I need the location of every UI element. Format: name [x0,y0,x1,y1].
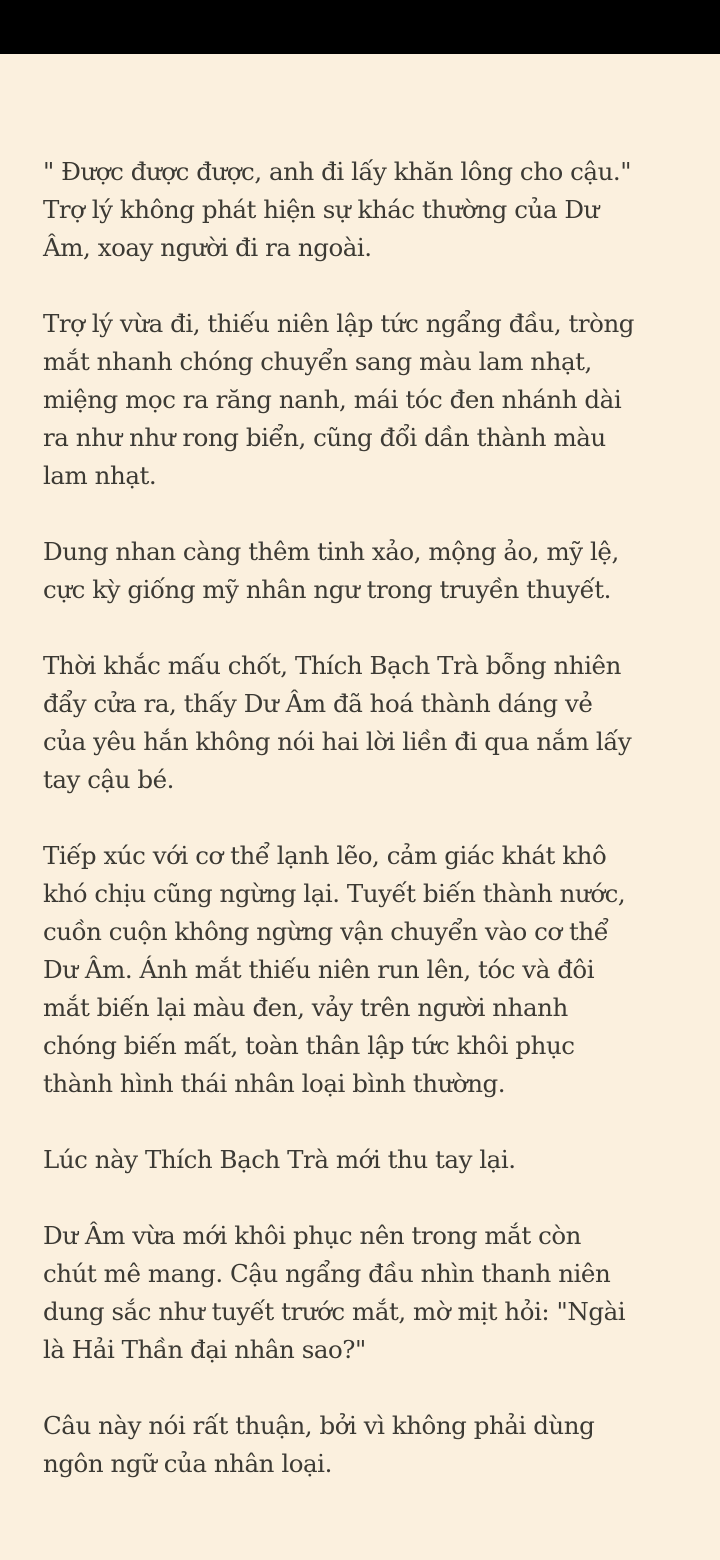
text-line: lam nhạt. [43,461,157,490]
paragraph [43,1217,693,1369]
text-line: tay cậu bé. [43,765,174,794]
status-bar [0,0,720,54]
text-line: khó chịu cũng ngừng lại. Tuyết biến thành nước, [43,879,626,908]
paragraph [43,837,693,1103]
text-line: Dư Âm vừa mới khôi phục nên trong mắt còn [43,1221,581,1250]
text-line: Âm, xoay người đi ra ngoài. [43,233,372,262]
reader-text-body[interactable] [43,153,693,1521]
text-line: Trợ lý vừa đi, thiếu niên lập tức ngẩng đầu, tròng [43,309,635,338]
text-line: của yêu hắn không nói hai lời liền đi qua nắm lấy [43,727,632,756]
text-line: Lúc này Thích Bạch Trà mới thu tay lại. [43,1145,516,1174]
paragraph [43,153,693,267]
text-line: miệng mọc ra răng nanh, mái tóc đen nhánh dài [43,385,622,414]
text-line: ngôn ngữ của nhân loại. [43,1449,332,1478]
paragraph [43,1407,693,1483]
text-line: mắt nhanh chóng chuyển sang màu lam nhạt, [43,347,592,376]
text-line: dung sắc như tuyết trước mắt, mờ mịt hỏi: "Ngài [43,1297,626,1326]
text-line: đẩy cửa ra, thấy Dư Âm đã hoá thành dáng vẻ [43,689,593,718]
text-line: cực kỳ giống mỹ nhân ngư trong truyền thuyết. [43,575,611,604]
text-line: Tiếp xúc với cơ thể lạnh lẽo, cảm giác khát khô [43,841,607,870]
paragraph [43,647,693,799]
text-line: ra như như rong biển, cũng đổi dần thành màu [43,423,606,452]
text-line: Câu này nói rất thuận, bởi vì không phải dùng [43,1411,595,1440]
text-line: chóng biến mất, toàn thân lập tức khôi phục [43,1031,575,1060]
text-line: thành hình thái nhân loại bình thường. [43,1069,506,1098]
text-line: Trợ lý không phát hiện sự khác thường của Dư [43,195,599,224]
text-line: chút mê mang. Cậu ngẩng đầu nhìn thanh niên [43,1259,611,1288]
text-line: mắt biến lại màu đen, vảy trên người nhanh [43,993,568,1022]
text-line: " Được được được, anh đi lấy khăn lông cho cậu." [43,157,632,186]
paragraph [43,1141,693,1179]
text-line: cuồn cuộn không ngừng vận chuyển vào cơ thể [43,917,609,946]
text-line: Dung nhan càng thêm tinh xảo, mộng ảo, mỹ lệ, [43,537,619,566]
text-line: Dư Âm. Ánh mắt thiếu niên run lên, tóc và đôi [43,955,595,984]
text-line: là Hải Thần đại nhân sao?" [43,1335,366,1364]
text-line: Thời khắc mấu chốt, Thích Bạch Trà bỗng nhiên [43,651,621,680]
paragraph [43,305,693,495]
paragraph [43,533,693,609]
